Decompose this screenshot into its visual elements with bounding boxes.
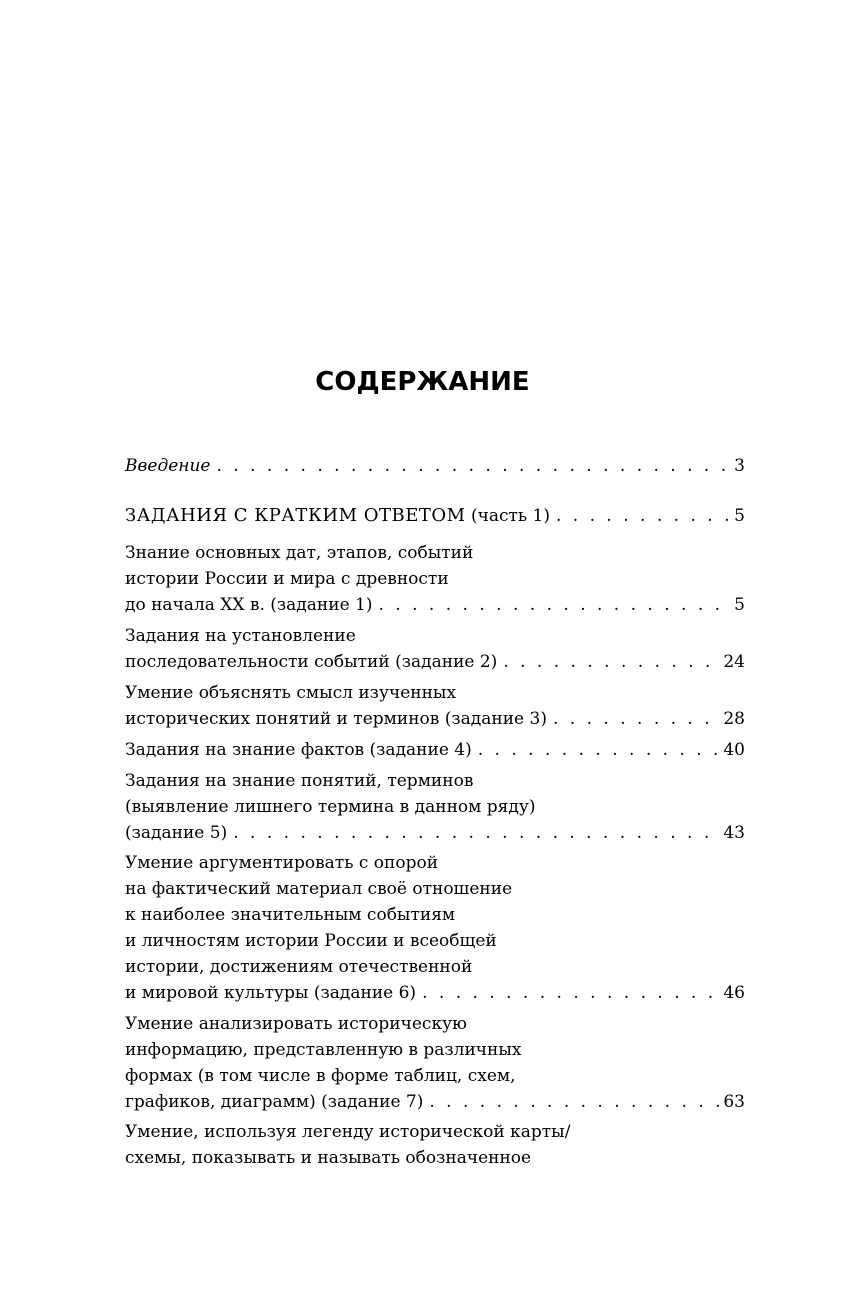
toc-entry[interactable] [125,1119,745,1171]
section-title: ЗАДАНИЯ С КРАТКИМ ОТВЕТОМ [125,505,466,526]
toc-page-number: 28 [723,709,745,729]
dot-leader [556,503,730,529]
page-title: СОДЕРЖАНИЕ [315,367,530,397]
toc-entry-line: Умение аргументировать с опорой [125,853,439,873]
toc-entry-line: формах (в том числе в форме таблиц, схем, [125,1066,516,1086]
section-note: (часть 1) [470,506,550,526]
toc-entry-line: (задание 5) [125,823,228,843]
dot-leader [478,737,720,763]
toc-entry-line: Знание основных дат, этапов, событий [125,543,474,563]
dot-leader [379,592,731,618]
toc-entry-line: и личностям истории России и всеобщей [125,931,497,951]
toc-entry-line: Умение анализировать историческую [125,1014,467,1034]
toc-entry-line: к наиболее значительным событиям [125,905,456,925]
toc-entry-line: Умение, используя легенду исторической карты/ [125,1122,571,1142]
toc-entry-line: истории, достижениям отечественной [125,957,473,977]
toc-entry-title: Введение [125,456,211,476]
toc-entry-line: истории России и мира с древности [125,569,449,589]
dot-leader [553,706,719,732]
toc-entry-line: Задания на установление [125,626,356,646]
toc-entry-line: на фактический материал своё отношение [125,879,513,899]
toc-entry[interactable] [125,768,745,846]
toc-entry[interactable] [125,737,745,763]
toc-page-number: 24 [723,652,745,672]
toc-entry-line: информацию, представленную в различных [125,1040,522,1060]
toc-entry[interactable] [125,540,745,618]
toc-entry-line: схемы, показывать и называть обозначенное [125,1148,532,1168]
toc-page-number: 40 [723,740,745,760]
toc-entry-line: графиков, диаграмм) (задание 7) [125,1092,424,1112]
toc-page-number: 3 [734,456,745,476]
dot-leader [217,453,731,479]
toc-entry-line: Умение объяснять смысл изученных [125,683,457,703]
toc-entry-line: (выявление лишнего термина в данном ряду) [125,797,536,817]
toc-page-number: 63 [723,1092,745,1112]
toc-page-number: 46 [723,983,745,1003]
toc-page-number: 43 [723,823,745,843]
toc-entry-line: Задания на знание фактов (задание 4) [125,740,472,760]
dot-leader [429,1089,719,1115]
toc-section-heading[interactable] [125,503,745,529]
toc-entry-intro[interactable] [125,453,745,479]
toc-entry[interactable] [125,850,745,1006]
dot-leader [503,649,719,675]
toc-page-number: 5 [734,506,745,526]
toc-entry-line: и мировой культуры (задание 6) [125,983,417,1003]
toc-entry-line: до начала XX в. (задание 1) [125,595,373,615]
toc-entry[interactable] [125,623,745,675]
toc-entry-line: исторических понятий и терминов (задание 3) [125,709,547,729]
toc-page-number: 5 [734,595,745,615]
toc-entry-line: последовательности событий (задание 2) [125,652,498,672]
dot-leader [233,820,719,846]
dot-leader [422,980,719,1006]
toc-entry-line: Задания на знание понятий, терминов [125,771,474,791]
toc-entry[interactable] [125,1011,745,1115]
toc-entry[interactable] [125,680,745,732]
